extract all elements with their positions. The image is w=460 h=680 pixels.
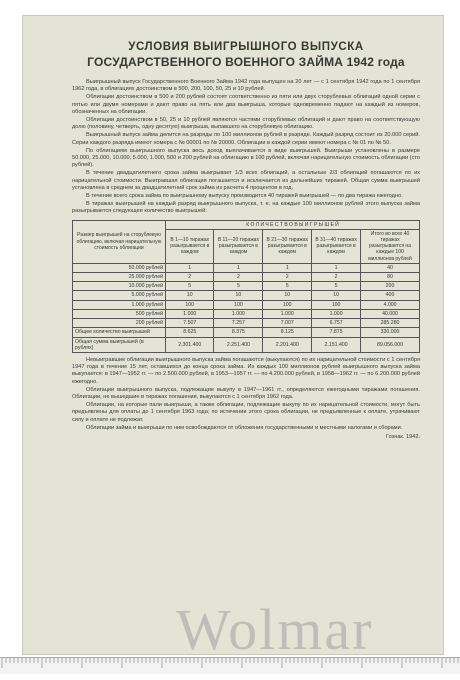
prize-count-cell: 5	[214, 282, 263, 291]
paragraph: В тиражах выигрышей на каждый разряд выигрышного выпуска, т. е. на каждые 100 миллионов рублей этого выпуска займа разыгрывается следующее количество выигрышей:	[72, 201, 420, 215]
prize-size-cell: 50.000 рублей	[73, 263, 166, 272]
title-line-1: УСЛОВИЯ ВЫИГРЫШНОГО ВЫПУСКА	[128, 41, 364, 53]
paragraph: В течение двадцатилетнего срока займа выигрывает 1/3 всех облигаций, а остальные 2/3 облигаций погашаются по их нарицательной стоимости. Выигравшая облигация погашается и исключается из дальнейших тиражей. Общая сумма выигрышей установлена в среднем за двадцатилетний срок займа из расчета 4 процентов в год.	[72, 170, 420, 191]
prize-count-group-header: К О Л И Ч Е С Т В О В Ы И Г Р Ы Ш Е Й	[166, 220, 420, 229]
prize-row	[73, 309, 420, 318]
paragraph: В течение всего срока займа по выигрышному выпуску производится 40 тиражей выигрышей — по два тиража ежегодно.	[86, 193, 403, 200]
prize-count-cell: 40	[361, 263, 420, 272]
prize-count-cell: 40.000	[361, 309, 420, 318]
prize-count-cell: 10	[312, 291, 361, 300]
paragraph: Невыигравшие облигации выигрышного выпуска займа погашаются (выкупаются) по их нарицательной стоимости с 1 сентября 1947 года в течение 15 лет, оставшихся до конца срока займа. Из каждых 100 миллионов рублей выигрышного выпуска займа выкупается: в 1947—1952 гг. — по 2.500.000 рублей, в 1953—1957 гг. — по 4.200.000 рублей, в 1958—1962 гг. — по 6.200.000 рублей ежегодно.	[72, 356, 420, 385]
prize-size-header: Размер выигрышей на сторублевую облигацию, включая нарицательную стоимость облигации	[73, 220, 166, 263]
prize-count-cell: 285.280	[361, 319, 420, 328]
total-count-cell: 8.125	[263, 328, 312, 337]
draws-21-30-header: В 21—30 тиражах разыгрывается в каждом	[263, 229, 312, 263]
prize-row	[73, 282, 420, 291]
prize-table	[72, 220, 420, 353]
total-count-cell: 7.875	[312, 328, 361, 337]
total-count-cell: 8.625	[166, 328, 214, 337]
total-count-label: Общее количество выигрышей	[73, 328, 166, 337]
prize-count-cell: 7.507	[166, 319, 214, 328]
prize-size-cell: 25.000 рублей	[73, 273, 166, 282]
paragraph: Облигации выигрышного выпуска, подлежащие выкупу в 1947—1961 гг., определяются ежегодными тиражами погашения. Облигации, не вышедшие в тиражах погашения, выкупаются с 1 сентября 1962 года.	[72, 386, 420, 400]
prize-count-cell: 7.007	[263, 319, 312, 328]
prize-count-cell: 5	[166, 282, 214, 291]
prize-count-cell: 5	[263, 282, 312, 291]
prize-count-cell: 1.000	[263, 309, 312, 318]
prize-row	[73, 319, 420, 328]
prize-count-cell: 10	[166, 291, 214, 300]
draws-1-10-header: В 1—10 тиражах разыгрывается в каждом	[166, 229, 214, 263]
prize-size-cell: 10.000 рублей	[73, 282, 166, 291]
prize-count-cell: 2	[166, 273, 214, 282]
prize-count-cell: 400	[361, 291, 420, 300]
total-sum-label: Общая сумма выигрышей (в рублях)	[73, 337, 166, 352]
title-line-2: ГОСУДАРСТВЕННОГО ВОЕННОГО ЗАЙМА 1942 года	[87, 55, 405, 69]
total-count-row	[73, 328, 420, 337]
prize-count-cell: 5	[312, 282, 361, 291]
paragraph: Облигации достоинством в 50, 25 и 10 рублей являются частями сторублевых облигаций и дают право на соответствующую долю (половину, четверть, одну десятую) выигрыша, выпавшего на сторублевую облигацию.	[72, 117, 420, 131]
total-sum-row	[73, 337, 420, 352]
total-count-cell: 8.375	[214, 328, 263, 337]
prize-size-cell: 5.000 рублей	[73, 291, 166, 300]
prize-count-cell: 2	[214, 273, 263, 282]
paragraph: Облигации, на которые пали выигрыши, а также облигации, подлежащие выкупу по их нарицательной стоимости, могут быть предъявлены для оплаты до 1 сентября 1963 года; по истечении этого срока облигации, не предъявленные к оплате, утрачивают силу и оплате не подлежат.	[72, 402, 420, 423]
total-sum-cell: 89.056.000	[361, 337, 420, 352]
prize-count-cell: 1	[312, 263, 361, 272]
prize-count-cell: 1	[214, 263, 263, 272]
prize-count-cell: 4.000	[361, 300, 420, 309]
total-sum-cell: 2.151.400	[312, 337, 361, 352]
prize-size-cell: 200 рублей	[73, 319, 166, 328]
total-sum-cell: 2.301.400	[166, 337, 214, 352]
total-sum-cell: 2.201.400	[263, 337, 312, 352]
draws-11-20-header: В 11—20 тиражах разыгрывается в каждом	[214, 229, 263, 263]
document-body	[72, 35, 420, 440]
draws-31-40-header: В 31—40 тиражах разыгрывается в каждом	[312, 229, 361, 263]
paragraph: Облигации займа и выигрыши по ним освобождаются от обложения государственными и местными налогами и сборами.	[86, 424, 403, 431]
prize-count-cell: 100	[166, 300, 214, 309]
prize-count-cell: 7.257	[214, 319, 263, 328]
prize-count-cell: 2	[312, 273, 361, 282]
paragraph: Выигрышный выпуск займа делится на разряды по 100 миллионов рублей в разряде. Каждый разряд состоит из 20.000 серий. Серии каждого разряда имеют номера с № 00001 по № 20000. Облигации в каждой серии имеют номера с № 01 по № 50.	[72, 132, 420, 146]
printer-mark: Гознак. 1942.	[385, 433, 420, 440]
prize-count-cell: 10	[214, 291, 263, 300]
prize-count-cell: 1.000	[312, 309, 361, 318]
paragraph: Облигации достоинством в 500 и 200 рублей состоят соответственно из пяти или двух сторублевых облигаций одной серии с пятью или двумя номерами и дают право на пять или два выигрыша, которые одновременно падают на каждый из номеров, обозначенных на облигации.	[72, 94, 420, 115]
prize-count-cell: 100	[312, 300, 361, 309]
prize-count-cell: 10	[263, 291, 312, 300]
prize-count-cell: 200	[361, 282, 420, 291]
paragraph: По облигациям выигрышного выпуска весь доход выплачивается в виде выигрышей. Выигрыши установлены в размере 50.000, 25.000, 10.000, 5.000, 1.000, 500 и 200 рублей на облигацию в 100 рублей, включая нарицательную стоимость облигации (сто рублей).	[72, 147, 420, 169]
prize-row	[73, 273, 420, 282]
prize-count-cell: 1	[263, 263, 312, 272]
prize-count-cell: 1	[166, 263, 214, 272]
prize-row	[73, 300, 420, 309]
prize-count-cell: 1.000	[214, 309, 263, 318]
prize-count-cell: 100	[214, 300, 263, 309]
prize-size-cell: 1.000 рублей	[73, 300, 166, 309]
prize-count-cell: 100	[263, 300, 312, 309]
total-header: Итого во всех 40 тиражах разыгрывается на каждые 100 миллионов рублей	[361, 229, 420, 263]
total-sum-cell: 2.251.400	[214, 337, 263, 352]
prize-size-cell: 500 рублей	[73, 309, 166, 318]
prize-count-cell: 80	[361, 273, 420, 282]
bond-sheet	[22, 15, 444, 655]
prize-row	[73, 291, 420, 300]
prize-count-cell: 6.757	[312, 319, 361, 328]
total-count-cell: 330.000	[361, 328, 420, 337]
prize-count-cell: 1.000	[166, 309, 214, 318]
paragraph: Выигрышный выпуск Государственного Военного Займа 1942 года выпущен на 20 лет — с 1 сентября 1942 года по 1 сентября 1962 года, в облигациях достоинством в 500, 200, 100, 50, 25 и 10 рублей.	[72, 79, 420, 93]
prize-count-cell: 2	[263, 273, 312, 282]
prize-row	[73, 263, 420, 272]
watermark: Wolmar	[176, 597, 374, 662]
